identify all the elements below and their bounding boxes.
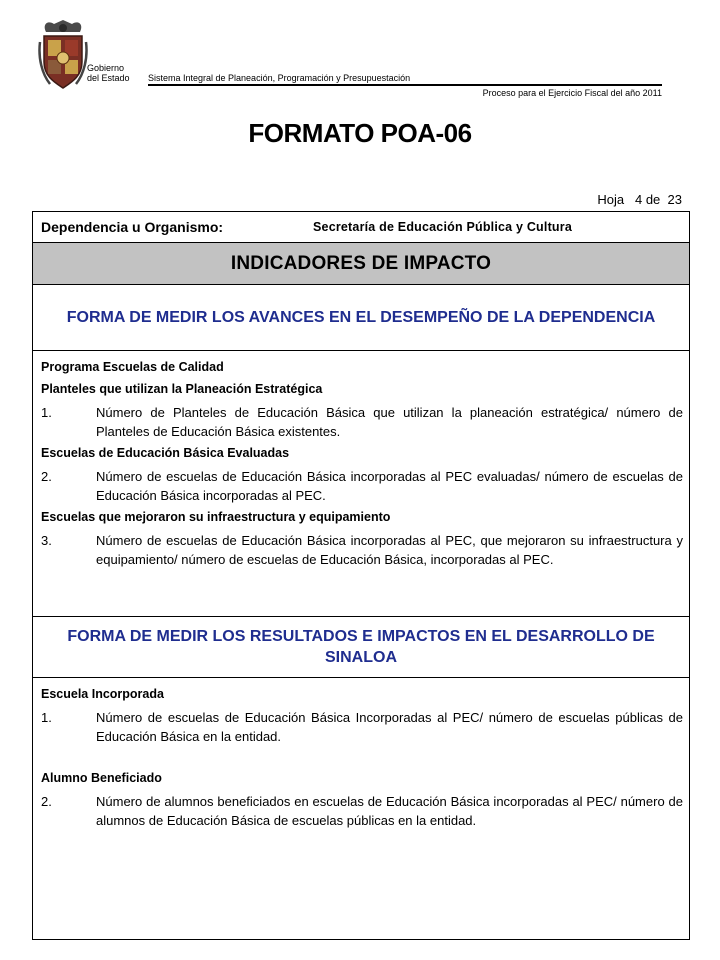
- item-text: Número de escuelas de Educación Básica Incorporadas al PEC/ número de escuelas públicas de Educación Básica en la entidad.: [96, 710, 683, 744]
- dependencia-label: Dependencia u Organismo:: [41, 219, 224, 235]
- section1-body: [33, 351, 689, 616]
- item-number: 2.: [41, 469, 52, 484]
- section1-subtitle-2: Escuelas de Educación Básica Evaluadas: [41, 446, 290, 460]
- item-number: 3.: [41, 533, 52, 548]
- indicator-form: [32, 211, 690, 940]
- section1-heading: FORMA DE MEDIR LOS AVANCES EN EL DESEMPEÑO DE LA DEPENDENCIA: [33, 285, 689, 351]
- item-number: 1.: [41, 710, 52, 725]
- page-total: 23: [667, 192, 682, 207]
- government-label: [87, 63, 130, 83]
- section1-subtitle-3: Escuelas que mejoraron su infraestructura y equipamiento: [41, 510, 391, 524]
- section2-heading: FORMA DE MEDIR LOS RESULTADOS E IMPACTOS EN EL DESARROLLO DE SINALOA: [33, 616, 689, 678]
- government-label-line1: Gobierno: [87, 63, 125, 73]
- section2-item-1: [41, 708, 683, 746]
- section1-item-3: [41, 531, 683, 569]
- indicadores-title: INDICADORES DE IMPACTO: [33, 243, 689, 285]
- item-text: Número de escuelas de Educación Básica incorporadas al PEC, que mejoraron su infraestructura y equipamiento/ número de escuelas de Educación Básica, incorporadas al PEC.: [96, 533, 683, 567]
- item-number: 2.: [41, 794, 52, 809]
- government-label-line2: del Estado: [87, 73, 130, 83]
- section1-subtitle-1: Planteles que utilizan la Planeación Estratégica: [41, 382, 323, 396]
- item-text: Número de Planteles de Educación Básica que utilizan la planeación estratégica/ número de Planteles de Educación Básica existentes.: [96, 405, 683, 439]
- header-rule: [148, 84, 662, 86]
- item-text: Número de alumnos beneficiados en escuelas de Educación Básica incorporadas al PEC/ número de alumnos de Educación Básica de escuelas públicas en la entidad.: [96, 794, 683, 828]
- fiscal-process-label: Proceso para el Ejercicio Fiscal del año 2011: [482, 88, 662, 98]
- page-current: 4: [634, 192, 643, 207]
- section1-item-1: [41, 403, 683, 441]
- section1-item-2: [41, 467, 683, 505]
- item-number: 1.: [41, 405, 52, 420]
- section2-subtitle-1: Escuela Incorporada: [41, 687, 164, 701]
- spacer: [41, 750, 683, 770]
- section2-item-2: [41, 792, 683, 830]
- item-text: Número de escuelas de Educación Básica incorporadas al PEC evaluadas/ número de escuelas de Educación Básica incorporadas al PEC.: [96, 469, 683, 503]
- page-counter: [597, 192, 682, 207]
- section2-subtitle-2: Alumno Beneficiado: [41, 771, 162, 785]
- program-name: Programa Escuelas de Calidad: [41, 360, 224, 374]
- section2-body: [33, 678, 689, 830]
- page-counter-label: Hoja: [597, 192, 625, 207]
- dependencia-row: [33, 212, 689, 243]
- system-name: Sistema Integral de Planeación, Programación y Presupuestación: [148, 73, 411, 83]
- page-title: FORMATO POA-06: [248, 118, 472, 148]
- dependencia-value: Secretaría de Educación Pública y Cultura: [313, 220, 572, 234]
- page-of: de: [645, 192, 661, 207]
- state-seal-logo: [38, 18, 88, 92]
